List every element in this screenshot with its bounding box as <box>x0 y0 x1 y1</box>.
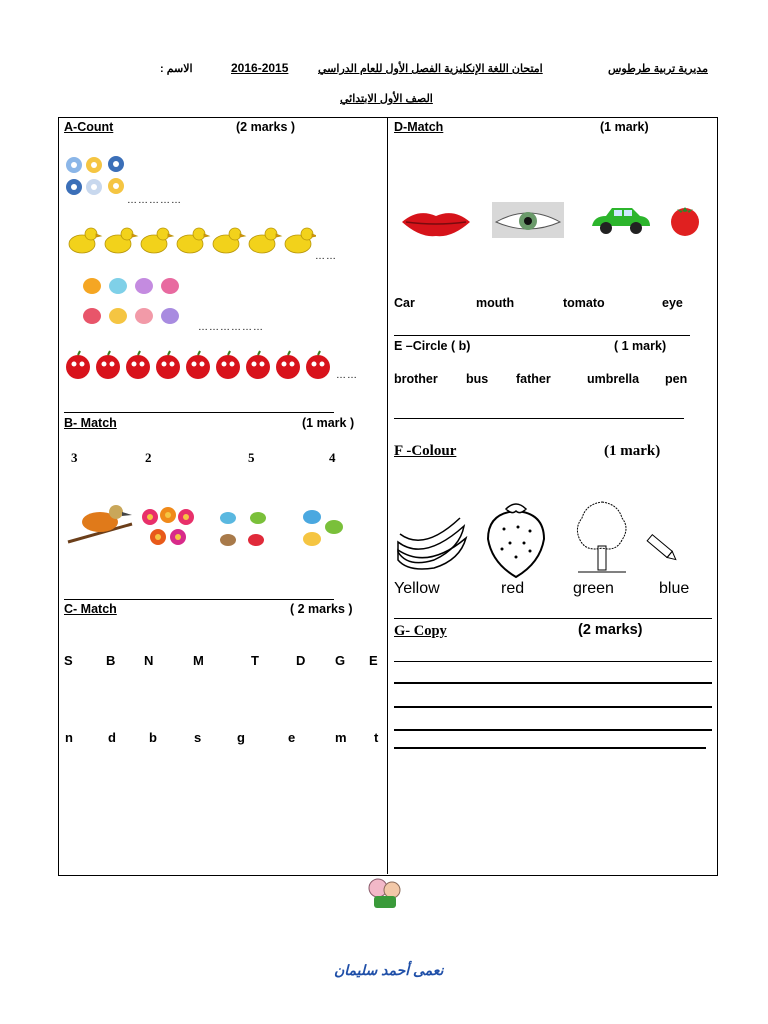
strawberry-icon[interactable] <box>484 499 548 579</box>
section-f-title: F -Colour <box>394 443 457 459</box>
lips-icon[interactable] <box>400 208 472 238</box>
chicks-row-icon <box>66 224 316 258</box>
count-answer-1[interactable]: …………… <box>127 195 182 206</box>
section-f-marks: (1 mark) <box>604 443 661 459</box>
count-answer-3[interactable]: ……………… <box>198 322 264 333</box>
upper-letter[interactable]: T <box>251 653 259 668</box>
section-c-marks: ( 2 marks ) <box>290 602 353 616</box>
match-number-2[interactable]: 2 <box>145 450 152 465</box>
lower-letter[interactable]: m <box>335 730 347 745</box>
upper-letter[interactable]: S <box>64 653 73 668</box>
copy-line-4[interactable] <box>394 729 712 731</box>
upper-letter[interactable]: N <box>144 653 154 668</box>
section-a-marks: (2 marks ) <box>236 120 296 134</box>
count-answer-2[interactable]: …… <box>315 251 337 262</box>
copy-line-3[interactable] <box>394 706 712 708</box>
word-car[interactable]: Car <box>394 296 415 310</box>
word-blue[interactable]: blue <box>659 580 690 597</box>
word-mouth[interactable]: mouth <box>476 296 515 310</box>
car-icon[interactable] <box>590 204 652 236</box>
five-flowers-icon[interactable] <box>140 505 196 551</box>
flower-icon <box>66 156 124 195</box>
teacher-signature: نعمى أحمد سليمان <box>334 962 444 978</box>
word-brother[interactable]: brother <box>394 372 438 386</box>
section-e-separator <box>394 418 684 419</box>
upper-letter[interactable]: B <box>106 653 116 668</box>
section-b-title: B- Match <box>64 416 117 430</box>
copy-line-2[interactable] <box>394 682 712 684</box>
word-yellow[interactable]: Yellow <box>394 580 440 597</box>
lower-letter[interactable]: d <box>108 730 116 745</box>
section-c-title: C- Match <box>64 602 117 616</box>
section-e-title: E –Circle ( b) <box>394 339 471 353</box>
directorate-label: مديرية تربية طرطوس <box>608 63 708 75</box>
match-number-1[interactable]: 3 <box>71 450 78 465</box>
flowers-group-icon <box>64 155 130 200</box>
grade-label: الصف الأول الابتدائي <box>340 93 433 105</box>
tomato-icon[interactable] <box>667 201 703 237</box>
lower-letter[interactable]: b <box>149 730 157 745</box>
section-d-title: D-Match <box>394 120 444 134</box>
exam-year: 2016-2015 <box>231 61 289 75</box>
count-answer-4[interactable]: …… <box>336 370 358 381</box>
word-father[interactable]: father <box>516 372 551 386</box>
student-name-label: الاسم : <box>160 63 193 75</box>
lower-letter[interactable]: e <box>288 730 296 745</box>
lower-letter[interactable]: g <box>237 730 245 745</box>
section-b-separator <box>64 599 334 600</box>
word-bus[interactable]: bus <box>466 372 489 386</box>
section-d-marks: (1 mark) <box>600 120 649 134</box>
upper-letter[interactable]: G <box>335 653 346 668</box>
mascot-icon <box>364 876 404 910</box>
bananas-icon[interactable] <box>394 512 470 572</box>
birds-group-icon <box>80 272 184 332</box>
match-number-3[interactable]: 5 <box>248 450 255 465</box>
section-g-marks: (2 marks) <box>578 622 643 638</box>
copy-line-1[interactable] <box>394 661 712 662</box>
four-birds-icon[interactable] <box>210 508 270 550</box>
copy-line-5[interactable] <box>394 747 706 749</box>
section-a-title: A-Count <box>64 120 114 134</box>
tree-icon[interactable] <box>572 498 632 578</box>
section-d-separator <box>394 335 690 336</box>
lower-letter[interactable]: s <box>194 730 202 745</box>
section-f-separator <box>394 618 712 619</box>
section-b-marks: (1 mark ) <box>302 416 355 430</box>
word-pen[interactable]: pen <box>665 372 688 386</box>
section-g-title: G- Copy <box>394 623 447 639</box>
apples-row-icon <box>64 350 336 382</box>
eye-icon[interactable] <box>492 202 564 238</box>
exam-title: امتحان اللغة الإنكليزية الفصل الأول للعام الدراسي <box>318 63 543 75</box>
column-divider <box>387 117 388 874</box>
word-green[interactable]: green <box>573 580 614 597</box>
upper-letter[interactable]: M <box>193 653 204 668</box>
three-birds-icon[interactable] <box>296 503 348 551</box>
match-number-4[interactable]: 4 <box>329 450 336 465</box>
word-eye[interactable]: eye <box>662 296 683 310</box>
section-e-marks: ( 1 mark) <box>614 339 667 353</box>
pencil-icon[interactable] <box>642 528 682 568</box>
upper-letter[interactable]: D <box>296 653 306 668</box>
word-red[interactable]: red <box>501 580 525 597</box>
lower-letter[interactable]: n <box>65 730 73 745</box>
word-umbrella[interactable]: umbrella <box>587 372 640 386</box>
lower-letter[interactable]: t <box>374 730 379 745</box>
section-a-separator <box>64 412 334 413</box>
bird-on-branch-icon[interactable] <box>64 498 136 550</box>
word-tomato[interactable]: tomato <box>563 296 605 310</box>
upper-letter[interactable]: E <box>369 653 378 668</box>
